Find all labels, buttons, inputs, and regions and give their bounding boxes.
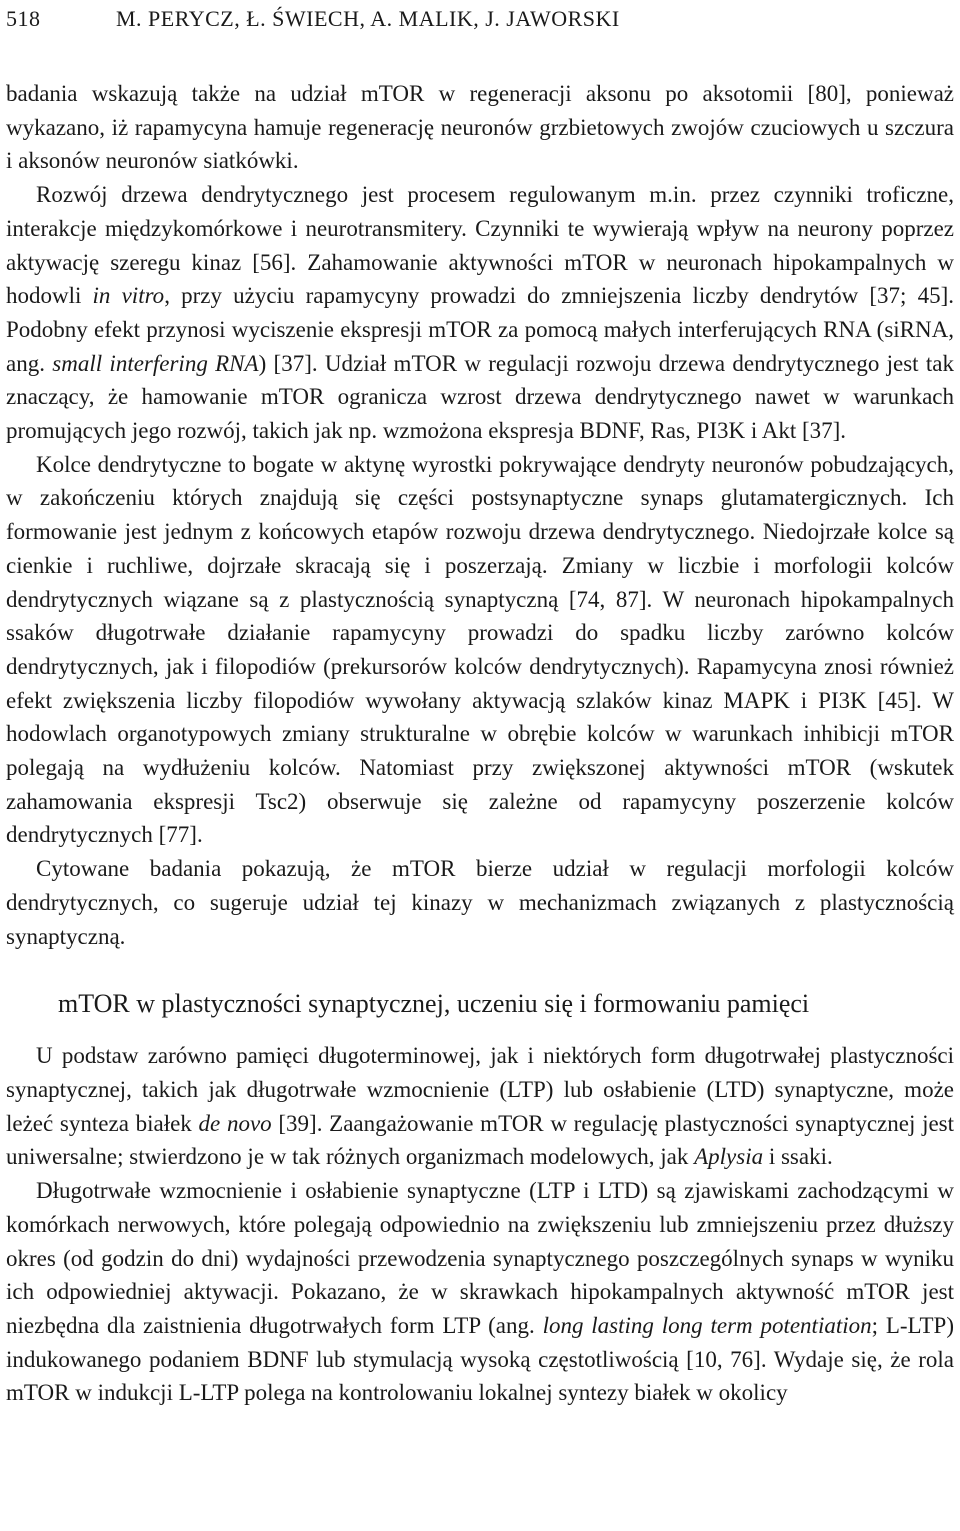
- paragraph-3: Kolce dendrytyczne to bogate w aktynę wyrostki pokrywające dendryty neuronów pobudzających, w zakończeniu których znajdują się części postsynaptyczne synaps glutamatergicznych. Ich formowanie jest jednym z końcowych etapów rozwoju drzewa dendrytycznego. Niedojrzałe kolce są cienkie i ruchliwe, dojrzałe skracają się i poszerzają. Zmiany w liczbie i morfologii kolców dendrytycznych wiązane są z plastycznością synaptyczną [74, 87]. W neuronach hipokampalnych ssaków długotrwałe działanie rapamycyny prowadzi do spadku liczby zarówno kolców dendrytycznych, jak i filopodiów (prekursorów kolców dendrytycznych). Rapamycyna znosi również efekt zwiększenia liczby filopodiów wywołany aktywacją szlaków kinaz MAPK i PI3K [45]. W hodowlach organotypowych zmiany strukturalne w obrębie kolców w warunkach inhibicji mTOR polegają na wydłużeniu kolców. Natomiast przy zwiększonej aktywności mTOR (wskutek zahamowania ekspresji Tsc2) obserwuje się zależne od rapamycyny poszerzenie kolców dendrytycznych [77].: [6, 451, 954, 848]
- italic-term: Aplysia: [694, 1144, 764, 1170]
- italic-term: de novo: [198, 1110, 272, 1136]
- paragraph-2: Rozwój drzewa dendrytycznego jest procesem regulowanym m.in. przez czynniki troficzne, interakcje międzykomórkowe i neurotransmitery. Czynniki te wywierają wpływ na neurony poprzez aktywację szeregu kinaz [56]. Zahamowanie aktywności mTOR w neuronach hipokampalnych w hodowli in vitro, przy użyciu rapamycyny prowadzi do zmniejszenia liczby dendrytów [37; 45]. Podobny efekt przynosi wyciszenie ekspresji mTOR za pomocą małych interferujących RNA (siRNA, ang. small interfering RNA) [37]. Udział mTOR w regulacji rozwoju drzewa dendrytycznego jest tak znaczący, że hamowanie mTOR ogranicza wzrost drzewa dendrytycznego nawet w warunkach promujących jego rozwój, takich jak np. wzmożona ekspresja BDNF, Ras, PI3K i Akt [37].: [6, 182, 954, 444]
- article-body: [6, 77, 954, 1410]
- running-header: [6, 4, 950, 34]
- section-heading: mTOR w plastyczności synaptycznej, uczeniu się i formowaniu pamięci: [58, 989, 810, 1019]
- italic-term: in vitro: [92, 283, 165, 309]
- italic-term: small interfering RNA: [52, 350, 259, 376]
- running-header-authors: M. PERYCZ, Ł. ŚWIECH, A. MALIK, J. JAWORSKI: [116, 6, 620, 31]
- paragraph-5: U podstaw zarówno pamięci długoterminowej, jak i niektórych form długotrwałej plastyczności synaptycznej, takich jak długotrwałe wzmocnienie (LTP) lub osłabienie (LTD) synaptyczne, może leżeć synteza białek de novo [39]. Zaangażowanie mTOR w regulację plastyczności synaptycznej jest uniwersalne; stwierdzono je w tak różnych organizmach modelowych, jak Aplysia i ssaki.: [6, 1043, 955, 1170]
- paragraph-6: Długotrwałe wzmocnienie i osłabienie synaptyczne (LTP i LTD) są zjawiskami zachodzącymi w komórkach nerwowych, które polegają odpowiednio na zwiększeniu lub zmniejszeniu przez dłuższy okres (od godzin do dni) wydajności przewodzenia synaptycznego poszczególnych synaps w wyniku ich odpowiedniej aktywacji. Pokazano, że w skrawkach hipokampalnych aktywność mTOR jest niezbędna dla zaistnienia długotrwałych form LTP (ang. long lasting long term potentiation; L-LTP) indukowanego podaniem BDNF lub stymulacją wysoką częstotliwością [10, 76]. Wydaje się, że rola mTOR w indukcji L-LTP polega na kontrolowaniu lokalnej syntezy białek w okolicy: [6, 1178, 954, 1406]
- italic-term: long lasting long term potentiation: [542, 1312, 872, 1338]
- paragraph-4: Cytowane badania pokazują, że mTOR bierze udział w regulacji morfologii kolców dendrytycznych, co sugeruje udział tej kinazy w mechanizmach związanych z plastycznością synaptyczną.: [6, 856, 954, 949]
- paragraph-1: badania wskazują także na udział mTOR w regeneracji aksonu po aksotomii [80], ponieważ wykazano, iż rapamycyna hamuje regenerację neuronów grzbietowych zwojów czuciowych u szczura i aksonów neuronów siatkówki.: [6, 81, 954, 174]
- page-number: 518: [6, 6, 41, 31]
